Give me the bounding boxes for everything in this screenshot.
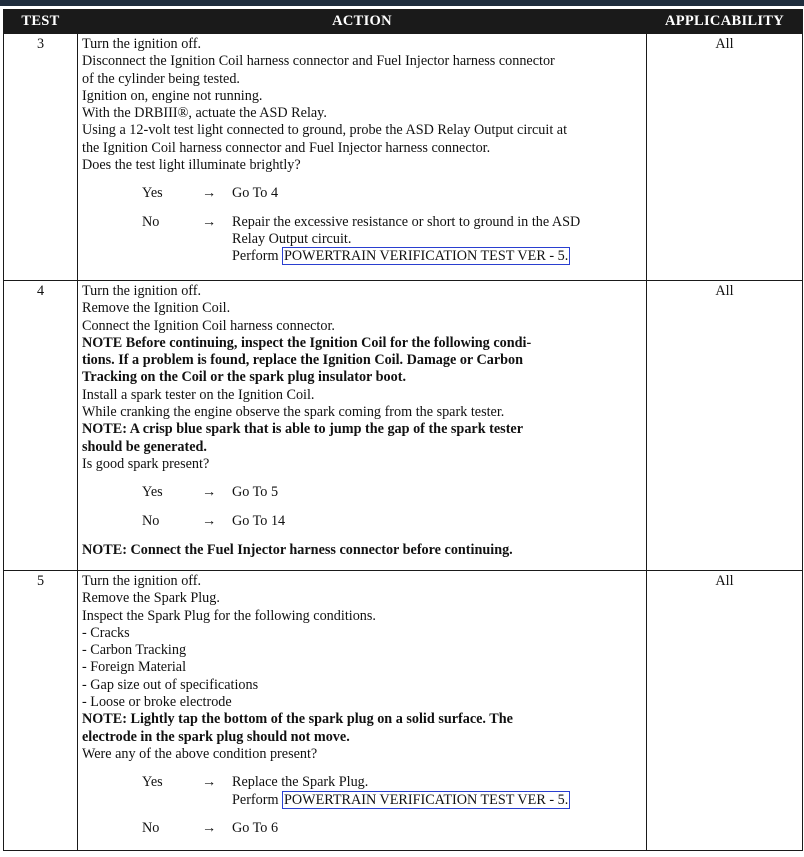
- action-cell: [78, 34, 647, 281]
- step-line: of the cylinder being tested.: [82, 70, 240, 87]
- arrow-icon: →: [202, 819, 217, 836]
- yes-label: Yes: [142, 774, 163, 791]
- no-result-line: Repair the excessive resistance or short to ground in the ASD: [232, 213, 581, 230]
- no-result: Go To 14: [232, 512, 286, 529]
- arrow-icon: →: [202, 484, 217, 501]
- question-line: Were any of the above condition present?: [82, 745, 318, 762]
- diagnostic-table: [3, 9, 803, 851]
- yes-result-line: Replace the Spark Plug.: [232, 774, 369, 791]
- applicability-value: All: [647, 34, 803, 281]
- note-line: NOTE Before continuing, inspect the Ignition Coil for the following condi-: [82, 334, 532, 351]
- verification-test-link[interactable]: POWERTRAIN VERIFICATION TEST VER - 5.: [284, 791, 569, 808]
- condition-item: - Loose or broke electrode: [82, 694, 232, 711]
- action-cell: [78, 281, 647, 571]
- table-row: [4, 571, 803, 851]
- question-line: Is good spark present?: [82, 455, 210, 472]
- condition-item: - Gap size out of specifications: [82, 676, 259, 693]
- note-line: electrode in the spark plug should not move.: [82, 728, 350, 745]
- step-line: Remove the Spark Plug.: [82, 590, 220, 607]
- note-line: NOTE: A crisp blue spark that is able to jump the gap of the spark tester: [82, 421, 524, 438]
- table-row: [4, 281, 803, 571]
- step-line: Install a spark tester on the Ignition Coil.: [82, 386, 315, 403]
- perform-line: [232, 792, 642, 809]
- condition-item: - Carbon Tracking: [82, 642, 187, 659]
- applicability-value: All: [647, 571, 803, 851]
- yes-option: [82, 484, 642, 501]
- yes-option: [82, 185, 642, 202]
- no-result: [232, 214, 642, 266]
- no-option: [82, 513, 642, 530]
- step-line: Connect the Ignition Coil harness connector.: [82, 317, 335, 334]
- note-line: should be generated.: [82, 438, 207, 455]
- test-number: 3: [4, 34, 78, 281]
- verification-test-link[interactable]: POWERTRAIN VERIFICATION TEST VER - 5.: [284, 248, 569, 265]
- test-number: 4: [4, 281, 78, 571]
- step-line: Turn the ignition off.: [82, 36, 202, 52]
- no-result-line: Relay Output circuit.: [232, 230, 352, 247]
- arrow-icon: →: [202, 774, 217, 791]
- step-line: Does the test light illuminate brightly?: [82, 157, 301, 174]
- step-line: Turn the ignition off.: [82, 573, 202, 589]
- step-line: While cranking the engine observe the spark coming from the spark tester.: [82, 404, 505, 421]
- arrow-icon: →: [202, 512, 217, 529]
- header-test: TEST: [4, 10, 78, 34]
- note-line: tions. If a problem is found, replace the Ignition Coil. Damage or Carbon: [82, 352, 524, 369]
- yes-result: Go To 4: [232, 185, 279, 202]
- tap-note: [82, 711, 642, 746]
- step-line: With the DRBIII®, actuate the ASD Relay.: [82, 105, 327, 122]
- step-line: Disconnect the Ignition Coil harness connector and Fuel Injector harness connector: [82, 53, 555, 70]
- spark-note: [82, 421, 642, 456]
- header-action: ACTION: [78, 10, 647, 34]
- step-line: the Ignition Coil harness connector and Fuel Injector harness connector.: [82, 139, 491, 156]
- note-line: Tracking on the Coil or the spark plug insulator boot.: [82, 369, 406, 386]
- yes-option: [82, 774, 642, 809]
- action-cell: [78, 571, 647, 851]
- condition-item: - Cracks: [82, 624, 130, 641]
- no-label: No: [142, 512, 160, 529]
- yes-result: [232, 774, 642, 809]
- final-note: NOTE: Connect the Fuel Injector harness connector before continuing.: [82, 541, 513, 558]
- no-option: [82, 214, 642, 266]
- no-label: No: [142, 213, 160, 230]
- step-line: Using a 12-volt test light connected to ground, probe the ASD Relay Output circuit at: [82, 122, 568, 139]
- no-label: No: [142, 819, 160, 836]
- step-line: Remove the Ignition Coil.: [82, 300, 231, 317]
- step-line: Inspect the Spark Plug for the following conditions.: [82, 607, 376, 624]
- yes-result: Go To 5: [232, 484, 279, 501]
- no-option: [82, 820, 642, 837]
- no-result: Go To 6: [232, 819, 279, 836]
- arrow-icon: →: [202, 185, 217, 202]
- note-line: NOTE: Lightly tap the bottom of the spark plug on a solid surface. The: [82, 711, 513, 728]
- inspection-note: [82, 335, 642, 387]
- top-bar: [0, 0, 804, 6]
- perform-line: [232, 248, 642, 265]
- perform-label: Perform: [232, 248, 279, 265]
- yes-label: Yes: [142, 484, 163, 501]
- step-line: Turn the ignition off.: [82, 283, 202, 299]
- arrow-icon: →: [202, 213, 217, 230]
- yes-label: Yes: [142, 185, 163, 202]
- step-line: Ignition on, engine not running.: [82, 87, 263, 104]
- condition-item: - Foreign Material: [82, 659, 187, 676]
- table-row: [4, 34, 803, 281]
- applicability-value: All: [647, 281, 803, 571]
- header-row: [4, 10, 803, 34]
- test-number: 5: [4, 571, 78, 851]
- header-applicability: APPLICABILITY: [647, 10, 803, 34]
- perform-label: Perform: [232, 791, 279, 808]
